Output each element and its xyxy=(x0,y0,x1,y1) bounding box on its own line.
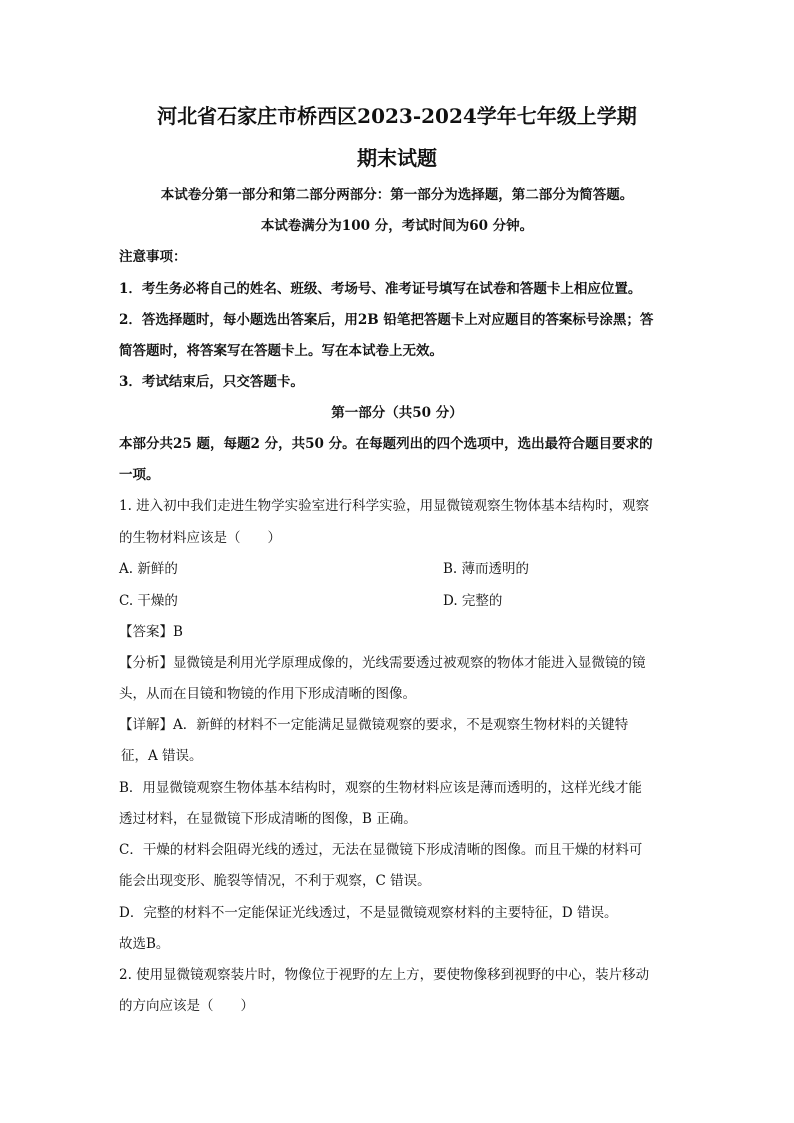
q2-stem-b: 的方向应该是（ ） xyxy=(119,998,254,1014)
q1-detail-a2: 征，A 错误。 xyxy=(121,748,203,764)
page-title-line1: 河北省石家庄市桥西区2023-2024学年七年级上学期 xyxy=(157,104,637,128)
note-3: 3．考试结束后，只交答题卡。 xyxy=(119,374,304,390)
q1-option-c: C. 干燥的 xyxy=(119,593,178,609)
part1-heading: 第一部分（共50 分） xyxy=(331,405,463,421)
part1-desc-b: 一项。 xyxy=(119,467,160,483)
q1-detail-c2: 能会出现变形、脆裂等情况，不利于观察，C 错误。 xyxy=(119,873,431,889)
q1-option-d: D. 完整的 xyxy=(443,593,503,609)
q1-detail-a1: 【详解】A．新鲜的材料不一定能满足显微镜观察的要求，不是观察生物材料的关键特 xyxy=(119,717,629,733)
q1-detail-b1: B．用显微镜观察生物体基本结构时，观察的生物材料应该是薄而透明的，这样光线才能 xyxy=(119,780,642,796)
q1-detail-c1: C．干燥的材料会阻碍光线的透过，无法在显微镜下形成清晰的图像。而且干燥的材料可 xyxy=(119,842,643,858)
q1-option-a: A. 新鲜的 xyxy=(119,561,178,577)
page-title-line2: 期末试题 xyxy=(357,146,437,170)
note-2a: 2．答选择题时，每小题选出答案后，用2B 铅笔把答题卡上对应题目的答案标号涂黑；答 xyxy=(119,312,654,328)
q1-answer: 【答案】B xyxy=(119,624,183,640)
notes-heading: 注意事项： xyxy=(119,249,187,265)
note-1: 1．考生务必将自己的姓名、班级、考场号、准考证号填写在试卷和答题卡上相应位置。 xyxy=(119,281,642,297)
q1-conclusion: 故选B。 xyxy=(119,936,170,952)
q1-analysis-a: 【分析】显微镜是利用光学原理成像的，光线需要透过被观察的物体才能进入显微镜的镜 xyxy=(119,655,646,671)
q2-stem-a: 2. 使用显微镜观察装片时，物像位于视野的左上方，要使物像移到视野的中心，装片移动 xyxy=(119,967,650,983)
q1-stem-b: 的生物材料应该是（ ） xyxy=(119,530,281,546)
intro-line1: 本试卷分第一部分和第二部分两部分：第一部分为选择题，第二部分为简答题。 xyxy=(160,187,634,203)
intro-line2: 本试卷满分为100 分，考试时间为60 分钟。 xyxy=(260,218,534,234)
q1-detail-d1: D．完整的材料不一定能保证光线透过，不是显微镜观察材料的主要特征，D 错误。 xyxy=(119,905,618,921)
q1-stem-a: 1. 进入初中我们走进生物学实验室进行科学实验，用显微镜观察生物体基本结构时，观察 xyxy=(119,498,650,514)
part1-desc-a: 本部分共25 题，每题2 分，共50 分。在每题列出的四个选项中，选出最符合题目要求的 xyxy=(119,436,653,452)
q1-option-b: B. 薄而透明的 xyxy=(443,561,530,577)
q1-analysis-b: 头，从而在目镜和物镜的作用下形成清晰的图像。 xyxy=(119,686,416,702)
q1-detail-b2: 透过材料，在显微镜下形成清晰的图像，B 正确。 xyxy=(119,811,417,827)
note-2b: 简答题时，将答案写在答题卡上。写在本试卷上无效。 xyxy=(119,343,443,359)
